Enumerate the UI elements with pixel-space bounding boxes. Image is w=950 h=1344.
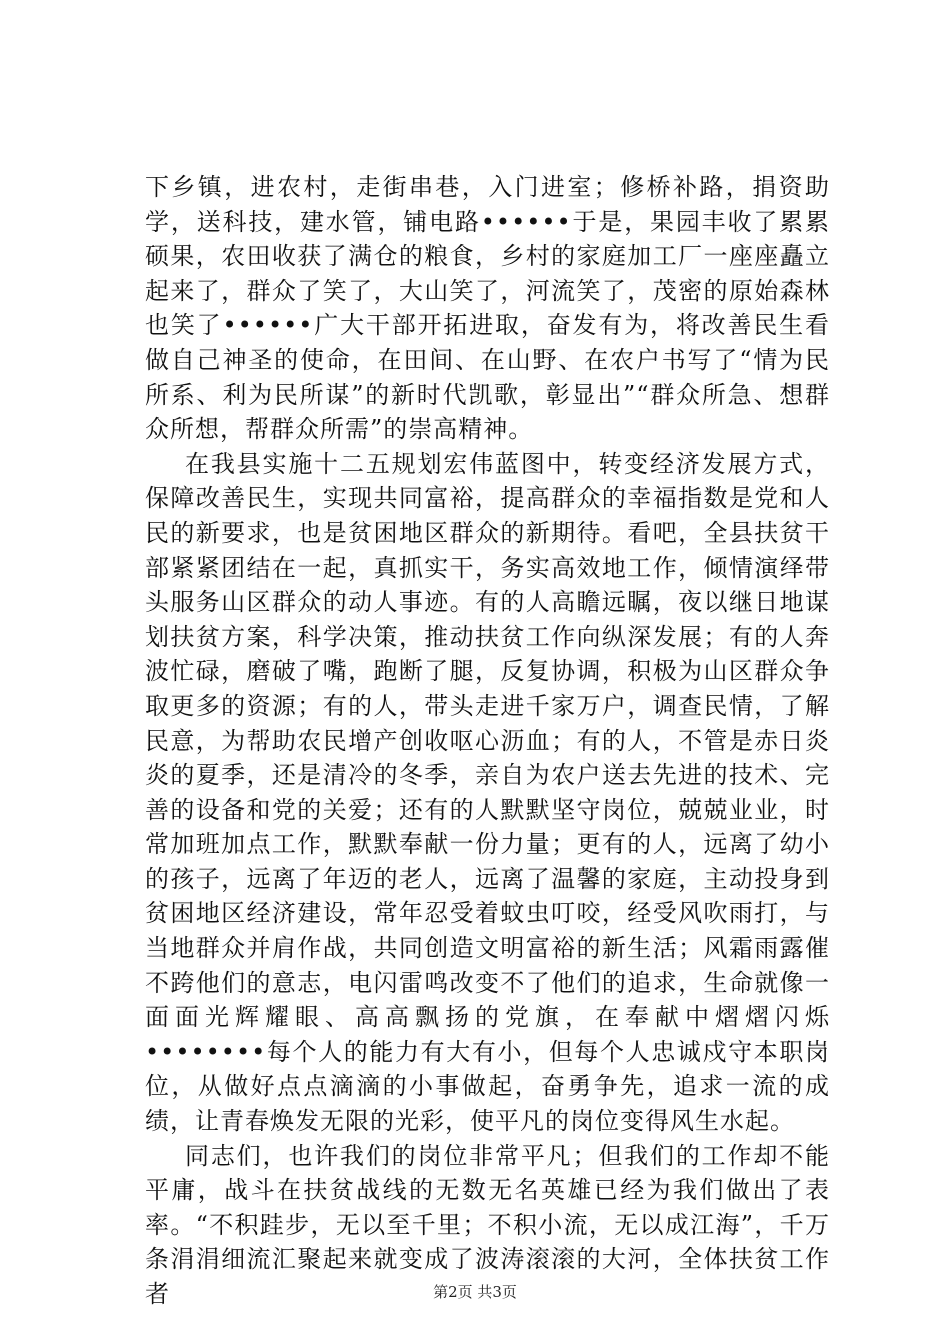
body-paragraph-1: 下乡镇，进农村，走街串巷，入门进室；修桥补路，捐资助学，送科技，建水管，铺电路••••••于是，果园丰收了累累硕果，农田收获了满仓的粮食，乡村的家庭加工厂一座座矗立起来了，群众了笑了，大山笑了，河流笑了，茂密的原始森林也笑了••••••广大干部开拓进取，奋发有为，将改善民生看做自己神圣的使命，在田间、在山野、在农户书写了“情为民所系、利为民所谋”的新时代凯歌，彰显出”“群众所急、想群众所想，帮群众所需”的崇高精神。 [145,173,830,444]
page-number-footer: 第2页 共3页 [433,1283,517,1301]
body-paragraph-3: 同志们，也许我们的岗位非常平凡；但我们的工作却不能平庸，战斗在扶贫战线的无数无名英雄已经为我们做出了表率。“不积跬步，无以至千里；不积小流，无以成江海”，千万条涓涓细流汇聚起来就变成了波涛滚滚的大河，全体扶贫工作者 [145,1141,830,1308]
document-body [145,170,830,1312]
body-paragraph-2: 在我县实施十二五规划宏伟蓝图中，转变经济发展方式，保障改善民生，实现共同富裕，提高群众的幸福指数是党和人民的新要求，也是贫困地区群众的新期待。看吧，全县扶贫干部紧紧团结在一起，真抓实干，务实高效地工作，倾情演绎带头服务山区群众的动人事迹。有的人高瞻远瞩，夜以继日地谋划扶贫方案，科学决策，推动扶贫工作向纵深发展；有的人奔波忙碌，磨破了嘴，跑断了腿，反复协调，积极为山区群众争取更多的资源；有的人，带头走进千家万户，调查民情，了解民意，为帮助农民增产创收呕心沥血；有的人，不管是赤日炎炎的夏季，还是清冷的冬季，亲自为农户送去先进的技术、完善的设备和党的关爱；还有的人默默坚守岗位，兢兢业业，时常加班加点工作，默默奉献一份力量；更有的人，远离了幼小的孩子，远离了年迈的老人，远离了温馨的家庭，主动投身到贫困地区经济建设，常年忍受着蚊虫叮咬，经受风吹雨打，与当地群众并肩作战，共同创造文明富裕的新生活；风霜雨露催不跨他们的意志，电闪雷鸣改变不了他们的追求，生命就像一面面光辉耀眼、高高飘扬的党旗，在奉献中熠熠闪烁••••••••每个人的能力有大有小，但每个人忠诚戍守本职岗位，从做好点点滴滴的小事做起，奋勇争先，追求一流的成绩，让青春焕发无限的光彩，使平凡的岗位变得风生水起。 [145,449,830,1136]
